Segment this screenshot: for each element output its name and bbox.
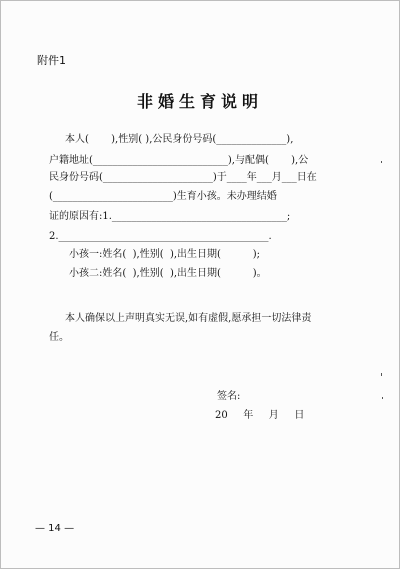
body-line-5: 证的原因有:1.___________________________________;	[49, 211, 291, 222]
body-line-3: 民身份号码(______________________)于____年___月___日在	[49, 172, 317, 183]
body-line-2: 户籍地址(___________________________),与配偶( ),公	[49, 155, 309, 166]
statement-line-1: 本人确保以上声明真实无误,如有虚假,愿承担一切法律责	[65, 313, 312, 324]
body-line-1: 本人( ),性别( ),公民身份号码(______________),	[65, 134, 294, 145]
date-line: 20 年 月 日	[215, 410, 305, 421]
scan-speck	[381, 373, 382, 376]
child-two-line: 小孩二:姓名( ),性别( ),出生日期( )。	[69, 268, 267, 279]
page-number: — 14 —	[35, 523, 75, 534]
body-line-4: (________________________)生育小孩。未办理结婚	[49, 191, 277, 202]
statement-line-2: 任。	[49, 332, 69, 343]
child-one-line: 小孩一:姓名( ),性别( ),出生日期( );	[69, 249, 261, 260]
body-line-6: 2.__________________________________________.	[49, 231, 272, 242]
document-title: 非婚生育说明	[136, 92, 263, 111]
attachment-label: 附件1	[37, 54, 66, 67]
scan-speck	[381, 161, 382, 163]
scan-speck	[382, 397, 383, 399]
signature-label: 签名:	[217, 391, 241, 402]
